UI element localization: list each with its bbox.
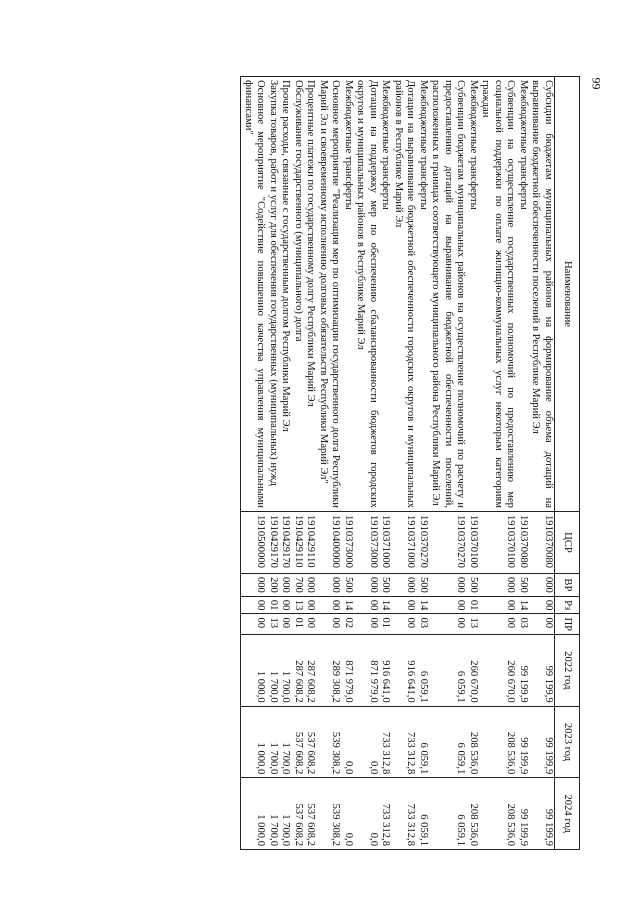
cell-y2023: 0,0 [354, 706, 379, 778]
cell-name: Межбюджетные трансферты [342, 77, 355, 512]
cell-name: Межбюджетные трансферты [467, 77, 480, 512]
cell-rz: 00 [304, 596, 317, 614]
table-row [479, 77, 517, 850]
cell-y2022: 1 700,0 [267, 634, 280, 706]
table-body [241, 77, 555, 850]
cell-y2024: 1 700,0 [267, 778, 280, 850]
cell-pr: 01 [379, 614, 392, 635]
cell-rz: 00 [317, 596, 342, 614]
cell-y2024: 1 700,0 [279, 778, 292, 850]
cell-y2022: 99 199,9 [529, 634, 555, 706]
cell-y2022: 287 608,2 [304, 634, 317, 706]
cell-y2022: 287 608,2 [292, 634, 305, 706]
cell-name: Субсидии бюджетам муниципальных районов на формирование объема дотаций на выравнивание бюджетной обеспеченности поселений в Республике Марий Эл [529, 77, 555, 512]
cell-y2024: 99 199,9 [517, 778, 530, 850]
table-row [292, 77, 305, 850]
header-vr: ВР [555, 573, 580, 596]
cell-y2024: 733 312,8 [379, 778, 392, 850]
cell-name: Прочие расходы, связанные с государственным долгом Республики Марий Эл [279, 77, 292, 512]
cell-rz: 00 [392, 596, 417, 614]
table-row [517, 77, 530, 850]
table-row [392, 77, 417, 850]
cell-rz: 14 [417, 596, 430, 614]
cell-csr: 1910370270 [417, 511, 430, 573]
cell-name: Основное мероприятие "Содействие повышению качества управления муниципальными финансами" [241, 77, 267, 512]
cell-vr: 200 [267, 573, 280, 596]
cell-vr: 500 [417, 573, 430, 596]
cell-name: Субвенции на осуществление государственных полномочий по предоставлению мер социальной поддержки по оплате жилищно-коммунальных услуг некоторым категориям граждан [479, 77, 517, 512]
cell-csr: 1910400000 [317, 511, 342, 573]
cell-y2022: 916 641,0 [379, 634, 392, 706]
cell-pr: 00 [429, 614, 467, 635]
header-pr: ПР [555, 614, 580, 635]
cell-vr: 000 [529, 573, 555, 596]
cell-vr: 000 [304, 573, 317, 596]
cell-y2023: 0,0 [342, 706, 355, 778]
cell-csr: 1910500000 [241, 511, 267, 573]
cell-csr: 1910370100 [479, 511, 517, 573]
cell-csr: 1910429110 [292, 511, 305, 573]
cell-name: Обслуживание государственного (муниципального) долга [292, 77, 305, 512]
cell-rz: 01 [267, 596, 280, 614]
cell-y2022: 260 670,0 [479, 634, 517, 706]
cell-vr: 700 [292, 573, 305, 596]
cell-pr: 03 [517, 614, 530, 635]
table-row [417, 77, 430, 850]
cell-csr: 1910371000 [392, 511, 417, 573]
table-row [279, 77, 292, 850]
cell-vr: 000 [241, 573, 267, 596]
cell-y2022: 871 979,0 [342, 634, 355, 706]
cell-vr: 000 [479, 573, 517, 596]
cell-name: Дотации на выравнивание бюджетной обеспеченности городских округов и муниципальных районов в Республике Марий Эл [392, 77, 417, 512]
cell-y2024: 0,0 [342, 778, 355, 850]
table-row [379, 77, 392, 850]
cell-y2022: 1 000,0 [241, 634, 267, 706]
cell-y2023: 6 059,1 [429, 706, 467, 778]
cell-pr: 02 [342, 614, 355, 635]
cell-pr: 00 [479, 614, 517, 635]
table-row [429, 77, 467, 850]
cell-y2023: 733 312,8 [392, 706, 417, 778]
cell-csr: 1910429110 [304, 511, 317, 573]
cell-vr: 000 [392, 573, 417, 596]
table-header-row [555, 77, 580, 850]
cell-rz: 00 [429, 596, 467, 614]
cell-name: Межбюджетные трансферты [379, 77, 392, 512]
rotated-table-container [50, 76, 580, 850]
cell-vr: 500 [467, 573, 480, 596]
cell-y2024: 1 000,0 [241, 778, 267, 850]
cell-csr: 1910370080 [529, 511, 555, 573]
cell-csr: 1910371000 [379, 511, 392, 573]
cell-y2023: 208 536,0 [467, 706, 480, 778]
cell-csr: 1910429170 [267, 511, 280, 573]
cell-y2024: 539 308,2 [317, 778, 342, 850]
cell-rz: 00 [479, 596, 517, 614]
cell-pr: 00 [392, 614, 417, 635]
cell-pr: 00 [304, 614, 317, 635]
table-row [317, 77, 342, 850]
cell-pr: 13 [467, 614, 480, 635]
cell-y2023: 1 700,0 [267, 706, 280, 778]
cell-y2023: 537 608,2 [304, 706, 317, 778]
cell-y2023: 539 308,2 [317, 706, 342, 778]
cell-csr: 1910373000 [354, 511, 379, 573]
cell-pr: 00 [279, 614, 292, 635]
cell-csr: 1910373000 [342, 511, 355, 573]
cell-y2024: 208 536,0 [479, 778, 517, 850]
cell-rz: 14 [342, 596, 355, 614]
cell-pr: 01 [292, 614, 305, 635]
cell-pr: 00 [317, 614, 342, 635]
cell-y2024: 537 608,2 [292, 778, 305, 850]
cell-y2024: 6 059,1 [429, 778, 467, 850]
cell-y2024: 733 312,8 [392, 778, 417, 850]
cell-name: Субвенции бюджетам муниципальных районов на осуществление полномочий по расчету и предоставлению дотаций на выравнивание бюджетной обеспеченности поселений, расположенных в границах соответствующего муниципального района Республики Марий Эл [429, 77, 467, 512]
cell-csr: 1910429170 [279, 511, 292, 573]
table-row [241, 77, 267, 850]
cell-vr: 000 [354, 573, 379, 596]
header-2023: 2023 год [555, 706, 580, 778]
header-2022: 2022 год [555, 634, 580, 706]
cell-name: Межбюджетные трансферты [417, 77, 430, 512]
header-rz: Рз [555, 596, 580, 614]
cell-y2023: 733 312,8 [379, 706, 392, 778]
table-row [529, 77, 555, 850]
page-number: 99 [589, 77, 604, 90]
cell-rz: 14 [379, 596, 392, 614]
cell-name: Процентные платежи по государственному долгу Республики Марий Эл [304, 77, 317, 512]
cell-pr: 00 [529, 614, 555, 635]
cell-rz: 00 [279, 596, 292, 614]
cell-name: Межбюджетные трансферты [517, 77, 530, 512]
cell-vr: 000 [429, 573, 467, 596]
budget-table [241, 76, 581, 850]
cell-rz: 13 [292, 596, 305, 614]
cell-rz: 01 [467, 596, 480, 614]
cell-pr: 00 [354, 614, 379, 635]
header-name: Наименование [555, 77, 580, 512]
cell-pr: 03 [417, 614, 430, 635]
cell-vr: 500 [342, 573, 355, 596]
cell-y2024: 0,0 [354, 778, 379, 850]
cell-csr: 1910370270 [429, 511, 467, 573]
cell-rz: 14 [517, 596, 530, 614]
cell-rz: 00 [354, 596, 379, 614]
cell-y2022: 6 059,1 [429, 634, 467, 706]
table-row [354, 77, 379, 850]
cell-y2022: 916 641,0 [392, 634, 417, 706]
table-row [467, 77, 480, 850]
cell-rz: 00 [241, 596, 267, 614]
cell-vr: 000 [317, 573, 342, 596]
cell-vr: 500 [517, 573, 530, 596]
cell-y2023: 1 000,0 [241, 706, 267, 778]
cell-y2024: 99 199,9 [529, 778, 555, 850]
cell-y2022: 6 059,1 [417, 634, 430, 706]
cell-y2024: 537 608,2 [304, 778, 317, 850]
cell-name: Дотации на поддержку мер по обеспечению сбалансированности бюджетов городских округов и муниципальных районов в Республике Марий Эл [354, 77, 379, 512]
cell-y2023: 6 059,1 [417, 706, 430, 778]
cell-pr: 13 [267, 614, 280, 635]
table-row [342, 77, 355, 850]
cell-y2022: 99 199,9 [517, 634, 530, 706]
cell-vr: 000 [279, 573, 292, 596]
cell-y2023: 99 199,9 [517, 706, 530, 778]
table-row [267, 77, 280, 850]
cell-y2022: 260 670,0 [467, 634, 480, 706]
cell-y2023: 537 608,2 [292, 706, 305, 778]
header-csr: ЦСР [555, 511, 580, 573]
cell-y2022: 1 700,0 [279, 634, 292, 706]
table-row [304, 77, 317, 850]
cell-y2023: 208 536,0 [479, 706, 517, 778]
cell-csr: 1910370080 [517, 511, 530, 573]
cell-y2024: 6 059,1 [417, 778, 430, 850]
cell-y2023: 99 199,9 [529, 706, 555, 778]
cell-rz: 00 [529, 596, 555, 614]
cell-y2022: 871 979,0 [354, 634, 379, 706]
cell-name: Основное мероприятие "Реализация мер по оптимизации государственного долга Республики Марий Эл и своевременному исполнению долговых обязательств Республики Марий Эл" [317, 77, 342, 512]
cell-csr: 1910370100 [467, 511, 480, 573]
header-2024: 2024 год [555, 778, 580, 850]
cell-name: Закупка товаров, работ и услуг для обеспечения государственных (муниципальных) нужд [267, 77, 280, 512]
cell-vr: 500 [379, 573, 392, 596]
cell-y2024: 208 536,0 [467, 778, 480, 850]
cell-pr: 00 [241, 614, 267, 635]
cell-y2023: 1 700,0 [279, 706, 292, 778]
cell-y2022: 289 308,2 [317, 634, 342, 706]
